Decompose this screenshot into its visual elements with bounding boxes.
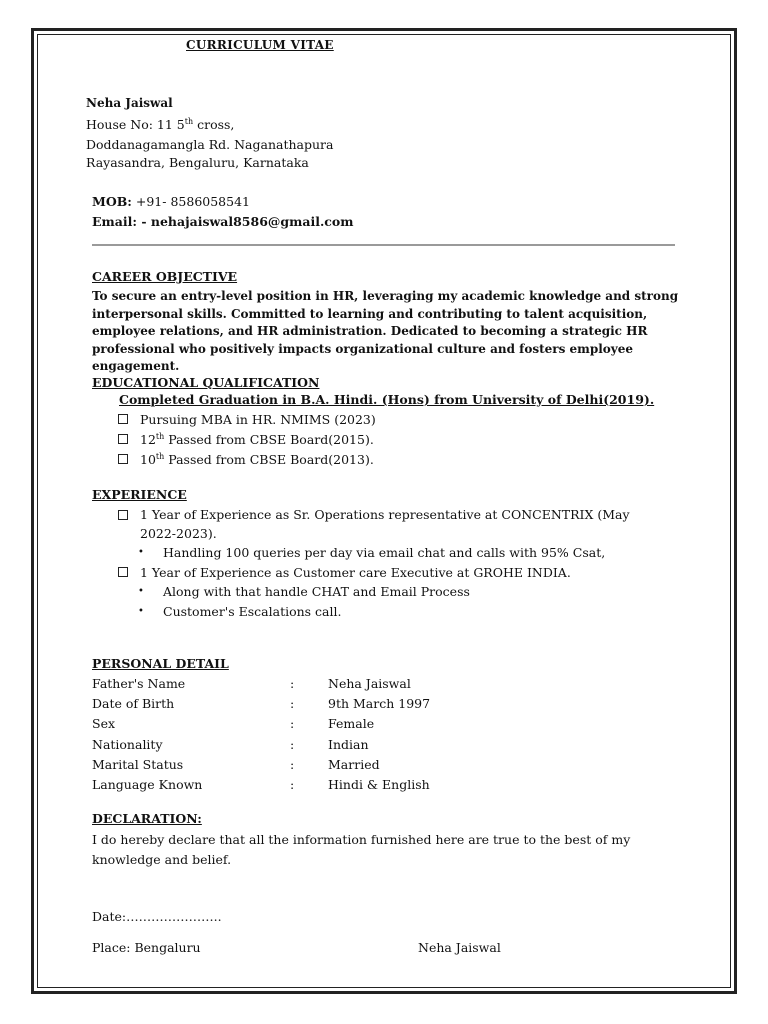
personal-value-sex: Female — [328, 716, 375, 731]
education-graduation: Completed Graduation in B.A. Hindi. (Hons) from University of Delhi(2019). — [119, 392, 655, 407]
declaration-text: I do hereby declare that all the information furnished here are true to the best of my knowledge and belief. — [92, 832, 631, 867]
personal-label-father: Father's Name — [92, 676, 186, 691]
career-objective-text: To secure an entry-level position in HR, leveraging my academic knowledge and strong interpersonal skills. Committed to learning and contributing to talent acquisition, employee relations, and HR administration. Dedicated to becoming a strategic HR professional who positively impacts organizational culture and fosters employee engagement. — [92, 289, 679, 373]
address-line-2: Doddanagamangla Rd. Naganathapura — [86, 137, 334, 152]
experience-job2-detail-1: Along with that handle CHAT and Email Process — [163, 584, 470, 599]
declaration-date: Date:………………….. — [92, 909, 222, 924]
personal-colon: : — [290, 757, 295, 772]
personal-colon: : — [290, 676, 295, 691]
personal-colon: : — [290, 696, 295, 711]
document-title: CURRICULUM VITAE — [186, 38, 334, 52]
personal-value-marital: Married — [328, 757, 380, 772]
declaration-heading: DECLARATION: — [92, 811, 202, 826]
experience-job1-line2: 2022-2023). — [140, 526, 217, 541]
personal-value-father: Neha Jaiswal — [328, 676, 411, 691]
personal-value-nationality: Indian — [328, 737, 369, 752]
signature-name: Neha Jaiswal — [418, 940, 501, 955]
personal-value-language: Hindi & English — [328, 777, 430, 792]
checkbox-icon — [118, 434, 128, 444]
experience-job2-line1: 1 Year of Experience as Customer care Executive at GROHE INDIA. — [140, 565, 571, 580]
checkbox-icon — [118, 414, 128, 424]
personal-detail-heading: PERSONAL DETAIL — [92, 656, 229, 671]
personal-value-dob: 9th March 1997 — [328, 696, 431, 711]
checkbox-icon — [118, 567, 128, 577]
address-line-3: Rayasandra, Bengaluru, Karnataka — [86, 155, 309, 170]
experience-job1-detail: Handling 100 queries per day via email chat and calls with 95% Csat, — [163, 545, 606, 560]
checkbox-icon — [118, 454, 128, 464]
address-line-1: House No: 11 5th cross, — [86, 116, 235, 132]
personal-label-nationality: Nationality — [92, 737, 163, 752]
bullet-icon: • — [138, 547, 144, 558]
experience-job2-detail-2: Customer's Escalations call. — [163, 604, 342, 619]
bullet-icon: • — [138, 586, 144, 597]
experience-job1-line1: 1 Year of Experience as Sr. Operations representative at CONCENTRIX (May — [140, 507, 630, 522]
personal-colon: : — [290, 777, 295, 792]
email-address: Email: - nehajaiswal8586@gmail.com — [92, 214, 354, 229]
career-objective-heading: CAREER OBJECTIVE — [92, 269, 238, 284]
education-item-mba: Pursuing MBA in HR. NMIMS (2023) — [140, 412, 376, 427]
personal-label-sex: Sex — [92, 716, 116, 731]
personal-colon: : — [290, 737, 295, 752]
personal-colon: : — [290, 716, 295, 731]
checkbox-icon — [118, 510, 128, 520]
declaration-place: Place: Bengaluru — [92, 940, 201, 955]
personal-label-language: Language Known — [92, 777, 203, 792]
education-item-10th: 10th Passed from CBSE Board(2013). — [140, 451, 374, 467]
personal-label-dob: Date of Birth — [92, 696, 175, 711]
education-item-12th: 12th Passed from CBSE Board(2015). — [140, 431, 374, 447]
mobile-number: MOB: +91- 8586058541 — [92, 194, 250, 209]
bullet-icon: • — [138, 606, 144, 617]
horizontal-divider — [92, 244, 675, 246]
candidate-name: Neha Jaiswal — [86, 96, 173, 110]
education-heading: EDUCATIONAL QUALIFICATION — [92, 375, 320, 390]
personal-label-marital: Marital Status — [92, 757, 184, 772]
experience-heading: EXPERIENCE — [92, 487, 187, 502]
